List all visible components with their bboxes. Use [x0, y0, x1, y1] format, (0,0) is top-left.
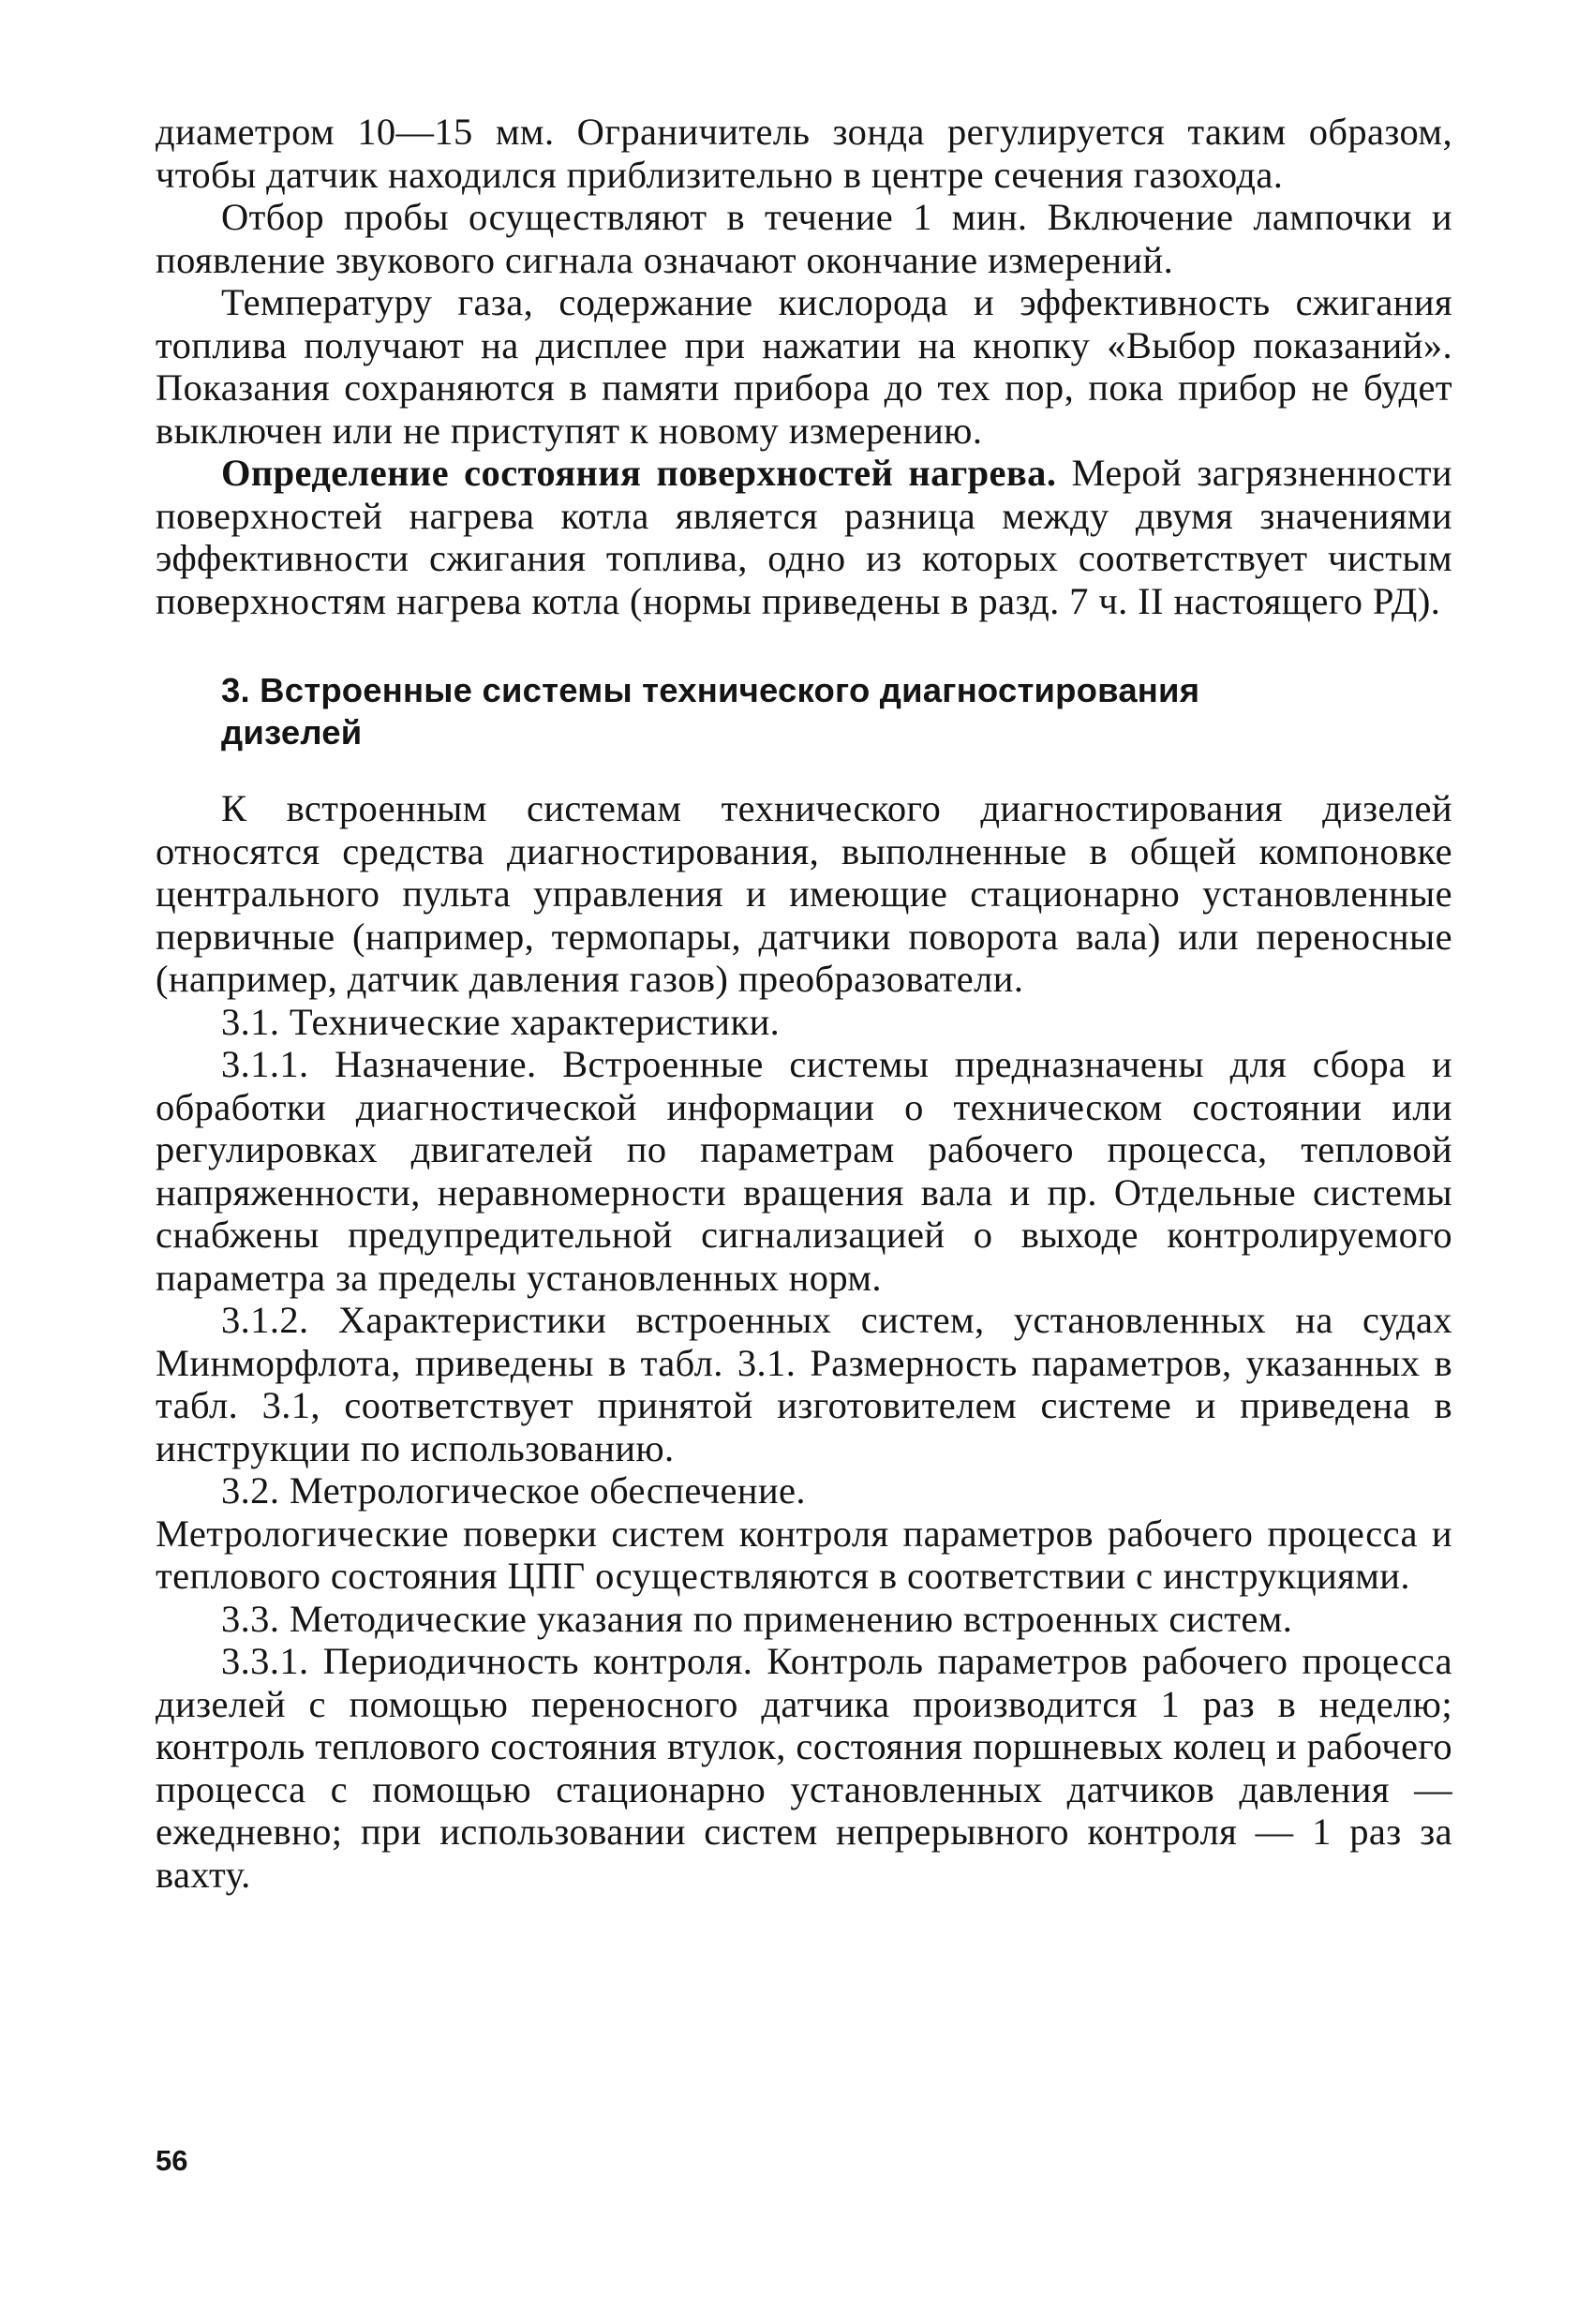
paragraph-3-2-heading: 3.2. Метрологическое обеспечение.: [221, 1469, 806, 1512]
paragraph-3-3-heading: 3.3. Методические указания по применению встроенных систем.: [221, 1597, 1293, 1640]
page-number: 56: [156, 2144, 188, 2177]
paragraph-3-1-2-characteristics: 3.1.2. Характеристики встроенных систем, установленных на судах Минморфлота, приведены в табл. 3.1. Размерность параметров, указанных в табл. 3.1, соответствует принятой изготовителем системе и приведена в инструкции по использованию.: [156, 1299, 1452, 1469]
paragraph-display-readings: Температуру газа, содержание кислорода и эффективность сжигания топлива получают на дисплее при нажатии на кнопку «Выбор показаний». Показания сохраняются в памяти прибора до тех пор, пока прибор не будет выключен или не приступят к новому измерению.: [156, 281, 1452, 452]
paragraph-3-3-1-periodicity: 3.3.1. Периодичность контроля. Контроль параметров рабочего процесса дизелей с помощью переносного датчика производится 1 раз в неделю; контроль теплового состояния втулок, состояния поршневых колец и рабочего процесса с помощью стационарно установленных датчиков давления — ежедневно; при использовании систем непрерывного контроля — 1 раз за вахту.: [156, 1640, 1452, 1896]
paragraph-3-1-1-purpose: 3.1.1. Назначение. Встроенные системы предназначены для сбора и обработки диагностической информации о техническом состоянии или регулировках двигателей по параметрам рабочего процесса, тепловой напряженности, неравномерности вращения вала и пр. Отдельные системы снабжены предупредительной сигнализацией о выходе контролируемого параметра за пределы установленных норм.: [156, 1043, 1452, 1299]
paragraph-probe-limiter: диаметром 10—15 мм. Ограничитель зонда регулируется таким образом, чтобы датчик находился приблизительно в центре сечения газохода.: [156, 111, 1452, 196]
paragraph-heating-surfaces: [156, 452, 1452, 622]
section-heading-builtin-diagnostics: 3. Встроенные системы технического диагностирования дизелей: [221, 671, 1200, 752]
paragraph-sampling: Отбор пробы осуществляют в течение 1 мин. Включение лампочки и появление звукового сигнала означают окончание измерений.: [156, 196, 1452, 281]
paragraph-builtin-systems-definition: К встроенным системам технического диагностирования дизелей относятся средства диагностирования, выполненные в общей компоновке центрального пульта управления и имеющие стационарно установленные первичные (например, термопары, датчики поворота вала) или переносные (например, датчик давления газов) преобразователи.: [156, 787, 1452, 1000]
paragraph-heating-surfaces-lead: Определение состояния поверхностей нагрева.: [221, 452, 1057, 494]
paragraph-heating-surfaces-body: Мерой загрязненности поверхностей нагрева котла является разница между двумя значениями эффективности сжигания топлива, одно из которых соответствует чистым поверхностям нагрева котла (нормы приведены в разд. 7 ч. II настоящего РД).: [156, 452, 1453, 622]
paragraph-metrology-checks: Метрологические поверки систем контроля параметров рабочего процесса и теплового состояния ЦПГ осуществляются в соответствии с инструкциями.: [156, 1512, 1452, 1597]
paragraph-3-1-heading: 3.1. Технические характеристики.: [221, 1000, 781, 1043]
page-body: [156, 111, 1452, 1896]
